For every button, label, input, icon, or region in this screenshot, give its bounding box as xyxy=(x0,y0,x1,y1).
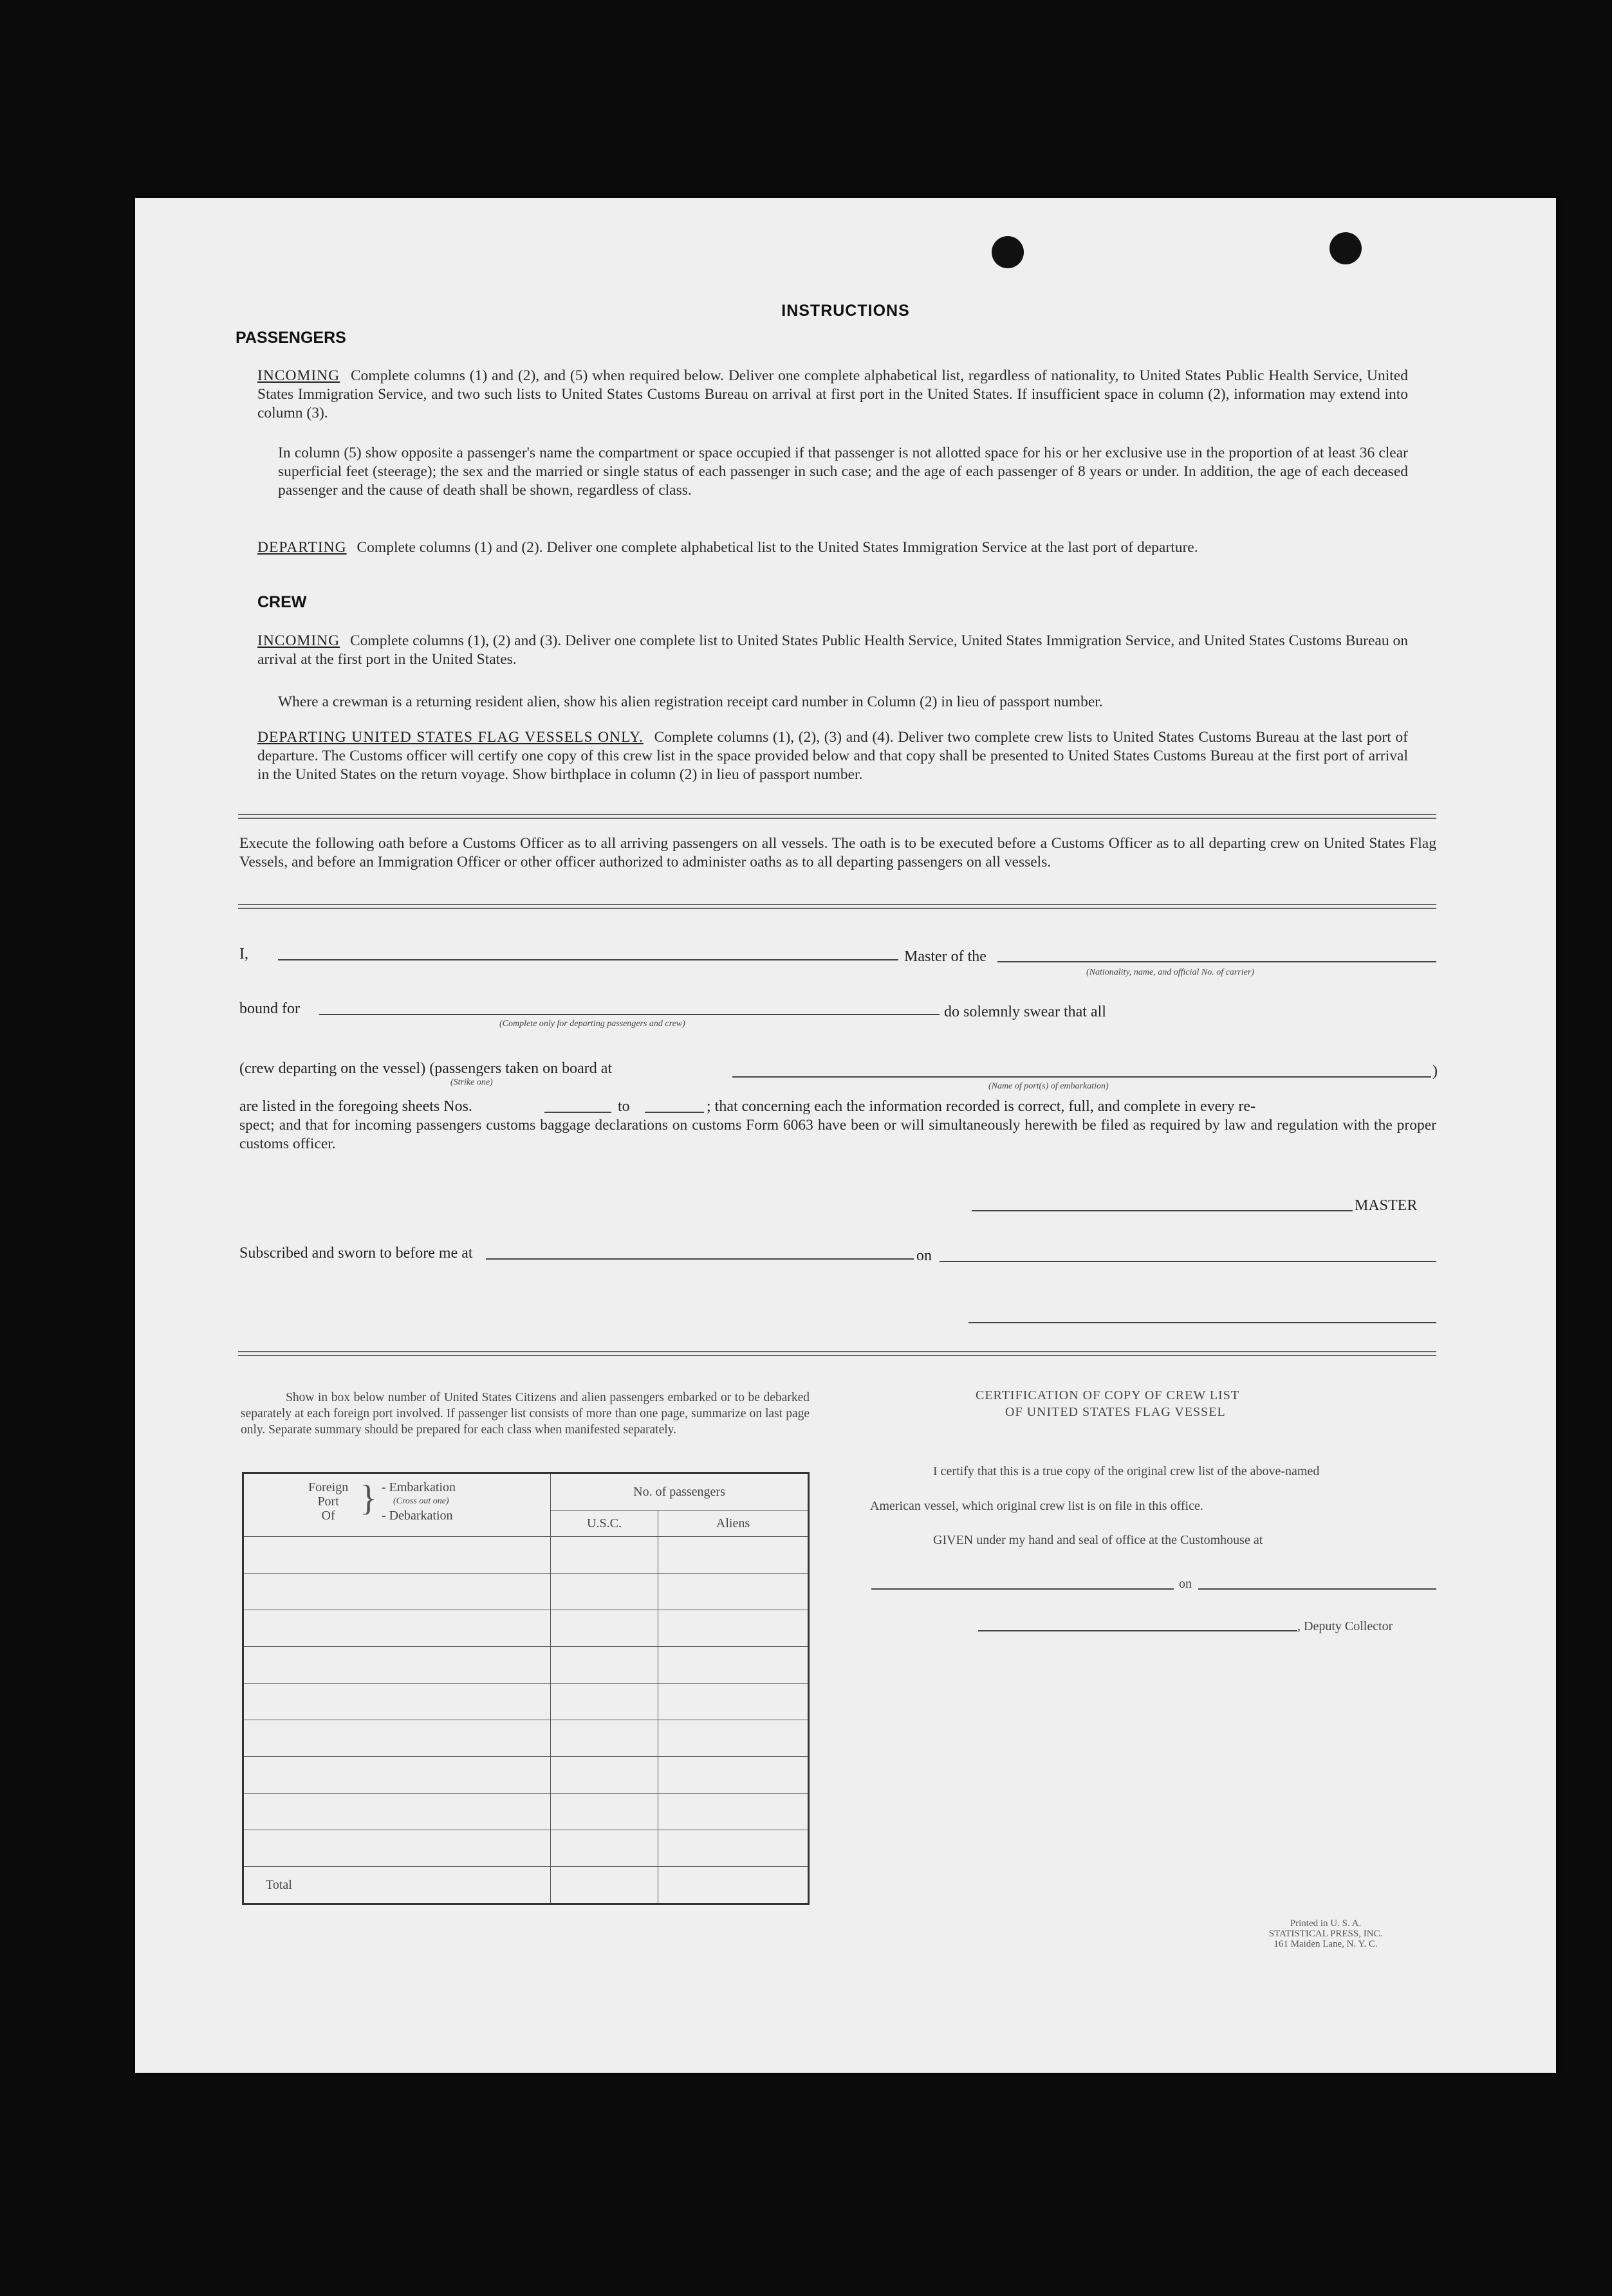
crew-incoming-paragraph xyxy=(257,632,1408,669)
table-row xyxy=(243,1830,809,1867)
sworn-place-field[interactable] xyxy=(486,1258,914,1260)
table-row xyxy=(243,1684,809,1720)
subscribed-label: Subscribed and sworn to before me at xyxy=(239,1245,473,1262)
certification-title-2: OF UNITED STATES FLAG VESSEL xyxy=(1005,1405,1226,1419)
aliens-cell[interactable] xyxy=(658,1610,809,1647)
total-usc-cell[interactable] xyxy=(551,1867,658,1904)
oath-intro: Execute the following oath before a Customs Officer as to all arriving passengers on all vessels. The oath is to be executed before a Customs Officer as to all departing crew on United States Flag Vessels, and before an Immigration Officer or other officer authorized to administer oaths as to all departing passengers on all vessels. xyxy=(239,835,1436,870)
of-label: Of xyxy=(321,1509,335,1523)
certification-date-field[interactable] xyxy=(1198,1588,1436,1590)
no-of-passengers-header: No. of passengers xyxy=(551,1473,809,1511)
printer-line-1: Printed in U. S. A. xyxy=(1290,1918,1362,1929)
aliens-cell[interactable] xyxy=(658,1684,809,1720)
usc-cell[interactable] xyxy=(551,1720,658,1757)
aliens-cell[interactable] xyxy=(658,1794,809,1830)
aliens-cell[interactable] xyxy=(658,1647,809,1684)
passengers-departing-paragraph xyxy=(257,538,1408,557)
usc-cell[interactable] xyxy=(551,1537,658,1574)
table-row xyxy=(243,1610,809,1647)
master-label: MASTER xyxy=(1355,1197,1418,1214)
passengers-incoming-paragraph xyxy=(257,367,1408,423)
crew-incoming-text: Complete columns (1), (2) and (3). Deliver one complete list to United States Public Health Service, United States Immigration Service, and United States Customs Bureau on arrival at the first port in the United States. xyxy=(257,632,1408,668)
aliens-cell[interactable] xyxy=(658,1830,809,1867)
statement-sheets-label: are listed in the foregoing sheets Nos. xyxy=(239,1098,472,1115)
port-cell[interactable] xyxy=(243,1574,551,1610)
ports-caption: (Name of port(s) of embarkation) xyxy=(988,1081,1109,1091)
port-label: Port xyxy=(317,1494,339,1509)
foreign-label: Foreign xyxy=(308,1480,349,1494)
usc-column-header: U.S.C. xyxy=(551,1511,658,1537)
statement-line-2: spect; and that for incoming passengers customs baggage declarations on customs Form 6063 have been or will simultaneously herewith be filed as required by law and regulation with the proper customs officer. xyxy=(239,1117,1436,1152)
certification-line-2: American vessel, which original crew list is on file in this office. xyxy=(870,1499,1203,1513)
passengers-departing-lead: DEPARTING xyxy=(257,539,347,556)
total-aliens-cell[interactable] xyxy=(658,1867,809,1904)
swear-label: do solemnly swear that all xyxy=(944,1004,1106,1020)
table-row xyxy=(243,1757,809,1794)
passengers-departing-text: Complete columns (1) and (2). Deliver one complete alphabetical list to the United States Immigration Service at the last port of departure. xyxy=(357,539,1198,556)
aliens-cell[interactable] xyxy=(658,1720,809,1757)
usc-cell[interactable] xyxy=(551,1684,658,1720)
aliens-cell[interactable] xyxy=(658,1757,809,1794)
table-row xyxy=(243,1647,809,1684)
master-of-label: Master of the xyxy=(904,948,987,965)
page-title: INSTRUCTIONS xyxy=(781,302,910,320)
carrier-field[interactable] xyxy=(997,961,1436,962)
deputy-collector-signature-field[interactable] xyxy=(978,1630,1297,1631)
master-name-field[interactable] xyxy=(278,959,898,960)
passengers-heading: PASSENGERS xyxy=(236,329,346,347)
table-row xyxy=(243,1794,809,1830)
certification-line-3: GIVEN under my hand and seal of office at the Customhouse at xyxy=(933,1533,1263,1547)
certification-title-1: CERTIFICATION OF COPY OF CREW LIST xyxy=(976,1388,1240,1402)
usc-cell[interactable] xyxy=(551,1610,658,1647)
oath-divider xyxy=(238,904,1436,909)
port-cell[interactable] xyxy=(243,1537,551,1574)
lower-divider xyxy=(238,1351,1436,1356)
sworn-on-label: on xyxy=(916,1247,932,1264)
printer-imprint xyxy=(1229,1918,1422,1949)
punch-hole-right xyxy=(1329,232,1362,264)
departing-caption: (Complete only for departing passengers and crew) xyxy=(499,1019,685,1029)
aliens-cell[interactable] xyxy=(658,1574,809,1610)
strike-caption: (Strike one) xyxy=(450,1078,493,1087)
officer-signature-field[interactable] xyxy=(968,1322,1436,1323)
port-cell[interactable] xyxy=(243,1757,551,1794)
table-row xyxy=(243,1574,809,1610)
usc-cell[interactable] xyxy=(551,1794,658,1830)
crew-resident-paragraph: Where a crewman is a returning resident alien, show his alien registration receipt card number in Column (2) in lieu of passport number. xyxy=(278,693,1103,710)
oath-i-label: I, xyxy=(239,946,248,962)
port-cell[interactable] xyxy=(243,1647,551,1684)
passengers-incoming-lead: INCOMING xyxy=(257,367,340,384)
aliens-cell[interactable] xyxy=(658,1537,809,1574)
total-row xyxy=(243,1867,809,1904)
cross-out-caption: (Cross out one) xyxy=(393,1496,449,1506)
passengers-incoming-text: Complete columns (1) and (2), and (5) when required below. Deliver one complete alphabetical list, regardless of nationality, to United States Public Health Service, United States Immigration Service, and two such lists to United States Customs Bureau on arrival at first port in the United States. If insufficient space in column (2), information may extend into column (3). xyxy=(257,367,1408,421)
port-cell[interactable] xyxy=(243,1610,551,1647)
crew-departing-lead: DEPARTING UNITED STATES FLAG VESSELS ONLY. xyxy=(257,729,644,746)
bound-for-field[interactable] xyxy=(319,1014,940,1015)
bound-for-label: bound for xyxy=(239,1000,300,1017)
summary-instructions: Show in box below number of United States Citizens and alien passengers embarked or to be debarked separately at each foreign port involved. If passenger list consists of more than one page, summarize on last page only. Separate summary should be prepared for each class when manifested separately. xyxy=(241,1391,810,1437)
crew-incoming-lead: INCOMING xyxy=(257,632,340,649)
port-cell[interactable] xyxy=(243,1794,551,1830)
crew-departing-label: (crew departing on the vessel) (passengers taken on board at xyxy=(239,1060,613,1077)
usc-cell[interactable] xyxy=(551,1757,658,1794)
master-signature-field[interactable] xyxy=(972,1210,1353,1211)
customhouse-field[interactable] xyxy=(871,1588,1174,1590)
deputy-collector-label: , Deputy Collector xyxy=(1297,1619,1393,1633)
table-row xyxy=(243,1720,809,1757)
printer-line-2: STATISTICAL PRESS, INC. xyxy=(1268,1929,1383,1939)
crew-departing-text: Complete columns (1), (2), (3) and (4). Deliver two complete crew lists to United States Customs Bureau at the last port of departure. The Customs officer will certify one copy of this crew list in the space provided below and that copy shall be presented to United States Customs Bureau at the first port of arrival in the United States on the return voyage. Show birthplace in column (2) in lieu of passport number. xyxy=(257,729,1408,783)
sworn-date-field[interactable] xyxy=(940,1261,1436,1262)
statement-to-label: to xyxy=(618,1098,630,1115)
statement-line-1: ; that concerning each the information recorded is correct, full, and complete in every re- xyxy=(707,1098,1255,1115)
sheet-from-field[interactable] xyxy=(544,1112,611,1113)
certification-line-1: I certify that this is a true copy of the original crew list of the above-named xyxy=(933,1464,1320,1478)
crew-heading: CREW xyxy=(257,593,307,611)
debarkation-label: - Debarkation xyxy=(382,1509,453,1523)
section-divider xyxy=(238,814,1436,819)
port-cell[interactable] xyxy=(243,1684,551,1720)
carrier-caption: (Nationality, name, and official No. of carrier) xyxy=(1086,968,1254,977)
port-cell[interactable] xyxy=(243,1720,551,1757)
foreign-port-header xyxy=(243,1473,551,1537)
usc-cell[interactable] xyxy=(551,1830,658,1867)
passengers-column5-paragraph: In column (5) show opposite a passenger's name the compartment or space occupied if that passenger is not allotted space for his or her exclusive use in the proportion of at least 36 clear superficial feet (steerage); the sex and the married or single status of each passenger in such case; and the age of each passenger of 8 years or under. In addition, the age of each deceased passenger and the cause of death shall be shown, regardless of class. xyxy=(278,445,1408,499)
table-row xyxy=(243,1537,809,1574)
port-cell[interactable] xyxy=(243,1830,551,1867)
crew-departing-paragraph xyxy=(257,728,1408,784)
total-label: Total xyxy=(243,1867,551,1904)
brace-icon: } xyxy=(360,1478,377,1518)
usc-cell[interactable] xyxy=(551,1574,658,1610)
sheet-to-field[interactable] xyxy=(645,1112,704,1113)
embarkation-label: - Embarkation xyxy=(382,1480,456,1494)
passenger-summary-table xyxy=(242,1472,810,1905)
punch-hole-left xyxy=(992,236,1024,268)
certification-on-label: on xyxy=(1179,1577,1192,1591)
close-paren: ) xyxy=(1432,1063,1438,1079)
embarkation-ports-field[interactable] xyxy=(732,1076,1431,1078)
aliens-column-header: Aliens xyxy=(658,1511,809,1537)
printer-line-3: 161 Maiden Lane, N. Y. C. xyxy=(1274,1939,1378,1949)
usc-cell[interactable] xyxy=(551,1647,658,1684)
form-page xyxy=(135,198,1556,2073)
